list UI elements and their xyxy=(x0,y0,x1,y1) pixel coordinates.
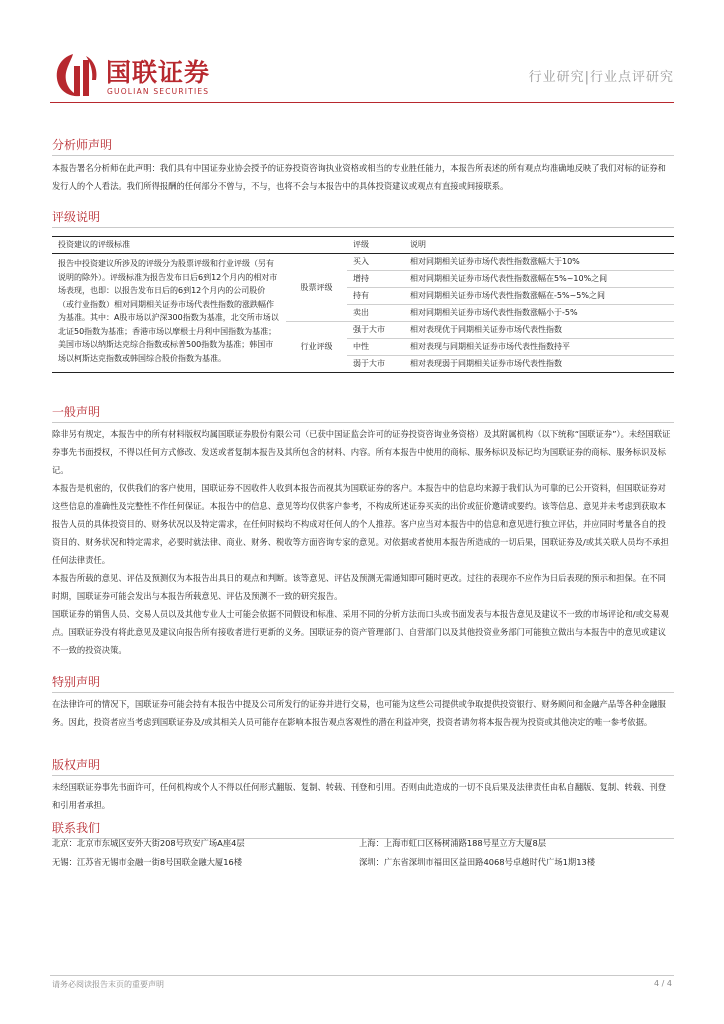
col-rating-header: 评级 xyxy=(347,237,404,254)
rating-standard-text: 报告中投资建议所涉及的评级分为股票评级和行业评级（另有说明的除外）。评级标准为报告发布日后6到12个月内的相对市场表现，也即：以报告发布日后的6到12个月内的公司股价（或行业指数）相对同期相关证券市场代表性指数的涨跌幅作为基准。其中：A股市场以沪深300指数为基准，北交所市场以北证50指数为基准；香港市场以摩根士丹利中国指数为基准；美国市场以纳斯达克综合指数或标普500指数为基准；韩国市场以柯斯达克指数或韩国综合股价指数为基准。 xyxy=(52,254,286,373)
rating-name: 持有 xyxy=(347,288,404,305)
page-header xyxy=(50,50,674,100)
special-statement-text: 在法律许可的情况下，国联证券可能会持有本报告中提及公司所发行的证券并进行交易，也可能为这些公司提供或争取提供投资银行、财务顾问和金融产品等各种金融服务。因此，投资者应当考虑到国联证券及/或其相关人员可能存在影响本报告观点客观性的潜在利益冲突，投资者请勿将本报告视为投资或其他决定的唯一参考依据。 xyxy=(52,699,666,727)
rating-section xyxy=(52,209,674,228)
section-divider xyxy=(52,227,674,228)
contact-beijing: 北京：北京市东城区安外大街208号玖安广场A座4层 xyxy=(52,838,245,848)
header-divider xyxy=(50,102,674,103)
footer-note: 请务必阅读报告末页的重要声明 xyxy=(52,980,164,989)
rating-desc: 相对同期相关证券市场代表性指数涨幅在-5%~5%之间 xyxy=(404,288,674,305)
table-row xyxy=(52,254,674,271)
section-divider xyxy=(52,775,674,776)
copyright-text: 未经国联证券事先书面许可，任何机构或个人不得以任何形式翻版、复制、转载、刊登和引用。否则由此造成的一切不良后果及法律责任由私自翻版、复制、转载、刊登和引用者承担。 xyxy=(52,782,666,810)
section-divider xyxy=(52,155,674,156)
rating-table xyxy=(52,236,674,373)
rating-desc: 相对表现弱于同期相关证券市场代表性指数 xyxy=(404,356,674,373)
copyright-section xyxy=(52,757,674,814)
stock-rating-label: 股票评级 xyxy=(286,254,347,322)
rating-desc: 相对同期相关证券市场代表性指数涨幅在5%~10%之间 xyxy=(404,271,674,288)
rating-desc: 相对表现优于同期相关证券市场代表性指数 xyxy=(404,322,674,339)
footer-divider xyxy=(50,975,674,976)
col-desc-header: 说明 xyxy=(404,237,674,254)
section-divider xyxy=(52,422,674,423)
rating-desc: 相对表现与同期相关证券市场代表性指数持平 xyxy=(404,339,674,356)
analyst-statement-title: 分析师声明 xyxy=(52,138,113,152)
general-paragraph: 本报告是机密的，仅供我们的客户使用，国联证券不因收件人收到本报告而视其为国联证券的客户。本报告中的信息均来源于我们认为可靠的已公开资料，但国联证券对这些信息的准确性及完整性不作任何保证。本报告中的信息、意见等均仅供客户参考，不构成所述证券买卖的出价或征价邀请或要约。该等信息、意见并未考虑到获取本报告人员的具体投资目的、财务状况以及特定需求，在任何时候均不构成对任何人的个人推荐。客户应当对本报告中的信息和意见进行独立评估，并应同时考量各自的投资目的、财务状况和特定需求，必要时就法律、商业、财务、税收等方面咨询专家的意见。对依据或者使用本报告所造成的一切后果，国联证券及/或其关联人员均不承担任何法律责任。 xyxy=(52,483,669,565)
contact-title: 联系我们 xyxy=(52,821,101,835)
company-logo xyxy=(50,50,260,100)
general-statement-title: 一般声明 xyxy=(52,405,101,419)
general-statement-section xyxy=(52,404,674,659)
general-paragraph: 除非另有规定，本报告中的所有材料版权均属国联证券股份有限公司（已获中国证监会许可的证券投资咨询业务资格）及其附属机构（以下统称“国联证券”）。未经国联证券事先书面授权，不得以任何方式修改、发送或者复制本报告及其所包含的材料、内容。所有本报告中使用的商标、服务标识及标记均为国联证券的商标、服务标识及标记。 xyxy=(52,429,671,475)
contact-wuxi: 无锡：江苏省无锡市金融一街8号国联金融大厦16楼 xyxy=(52,857,243,867)
rating-table-header xyxy=(52,237,674,254)
analyst-statement-section xyxy=(52,137,674,195)
special-statement-title: 特别声明 xyxy=(52,675,101,689)
industry-rating-label: 行业评级 xyxy=(286,322,347,373)
contact-shenzhen: 深圳：广东省深圳市福田区益田路4068号卓越时代广场1期13楼 xyxy=(359,857,596,867)
rating-name: 弱于大市 xyxy=(347,356,404,373)
rating-desc: 相对同期相关证券市场代表性指数涨幅大于10% xyxy=(404,254,674,271)
section-divider xyxy=(52,692,674,693)
rating-name: 卖出 xyxy=(347,305,404,322)
rating-name: 强于大市 xyxy=(347,322,404,339)
logo-text-cn: 国联证券 xyxy=(106,58,211,87)
rating-title: 评级说明 xyxy=(52,210,101,224)
rating-name: 中性 xyxy=(347,339,404,356)
general-paragraph: 国联证券的销售人员、交易人员以及其他专业人士可能会依据不同假设和标准、采用不同的分析方法而口头或书面发表与本报告意见及建议不一致的市场评论和/或交易观点。国联证券没有将此意见及建议向报告所有接收者进行更新的义务。国联证券的资产管理部门、自营部门以及其他投资业务部门可能独立做出与本报告中的意见或建议不一致的投资决策。 xyxy=(52,609,669,655)
rating-name: 买入 xyxy=(347,254,404,271)
page-number: 4 / 4 xyxy=(654,979,672,988)
rating-desc: 相对同期相关证券市场代表性指数涨幅小于-5% xyxy=(404,305,674,322)
special-statement-section xyxy=(52,674,674,731)
col-standard-header: 投资建议的评级标准 xyxy=(52,237,286,254)
general-paragraph: 本报告所载的意见、评估及预测仅为本报告出具日的观点和判断。该等意见、评估及预测无需通知即可随时更改。过往的表现亦不应作为日后表现的预示和担保。在不同时期，国联证券可能会发出与本报告所载意见、评估及预测不一致的研究报告。 xyxy=(52,573,666,601)
rating-name: 增持 xyxy=(347,271,404,288)
report-category: 行业研究|行业点评研究 xyxy=(528,70,674,85)
logo-text-en: GUOLIAN SECURITIES xyxy=(107,87,210,96)
copyright-title: 版权声明 xyxy=(52,758,101,772)
analyst-statement-text: 本报告署名分析师在此声明：我们具有中国证券业协会授予的证券投资咨询执业资格或相当的专业胜任能力，本报告所表述的所有观点均准确地反映了我们对标的证券和发行人的个人看法。我们所得报酬的任何部分不曾与，不与，也将不会与本报告中的具体投资建议或观点有直接或间接联系。 xyxy=(52,163,666,191)
contact-shanghai: 上海：上海市虹口区杨树浦路188号星立方大厦8层 xyxy=(359,838,547,848)
logo-mark-icon xyxy=(50,50,100,100)
